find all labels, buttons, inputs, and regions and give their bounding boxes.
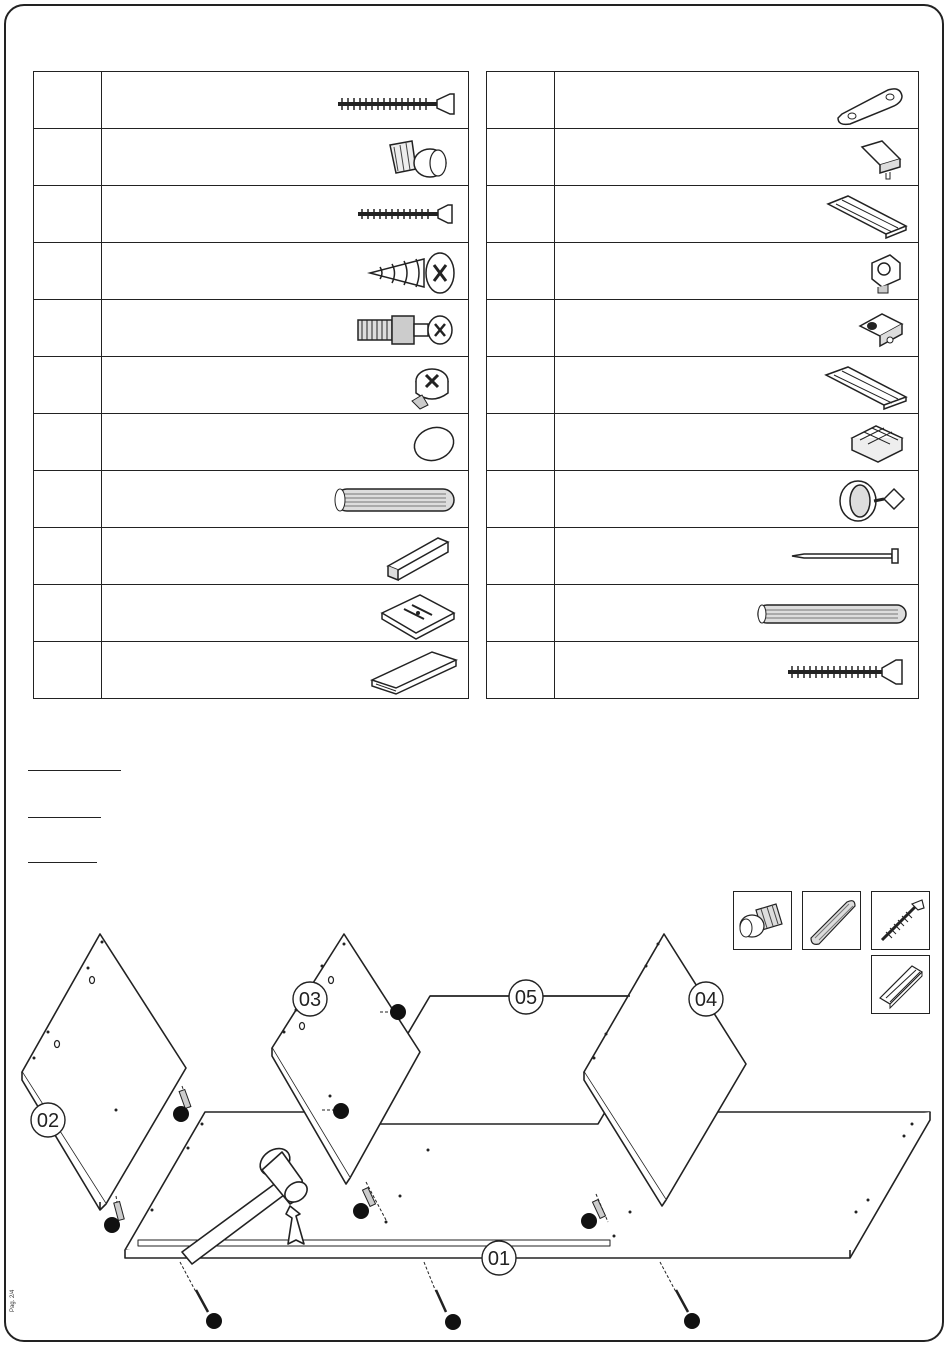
bottom-panel-01: [125, 1112, 930, 1258]
label-03: 03: [298, 989, 322, 1011]
label-01: 01: [487, 1248, 511, 1270]
page-number: Pag. 2/4: [10, 1289, 16, 1312]
label-05: 05: [514, 987, 538, 1009]
left-side-panel-02: [22, 934, 186, 1210]
label-02: 02: [36, 1110, 60, 1132]
label-04: 04: [694, 989, 718, 1011]
